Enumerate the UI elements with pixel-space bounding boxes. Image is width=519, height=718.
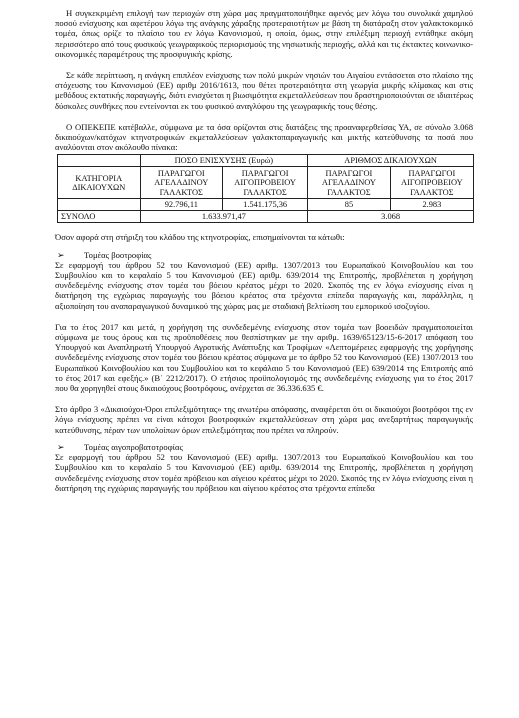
table-cell-empty: [58, 199, 141, 211]
paragraph-sheep-goat-support: Σε εφαρμογή του άρθρου 52 του Κανονισμού (ΕΕ) αριθμ. 1307/2013 του Ευρωπαϊκού Κοινοβουλίου και του Συμβουλίου και το κεφαλαίο 5 του Κανονισμού (ΕΕ) αριθμ. 639/2014 της Επιτροπής, προβλέπεται η χορήγηση συνδεδεμένης ενίσχυσης στον τομέα πρόβειου και αίγειου κρέατος μέχρι το 2020. Σκοπός της εν λόγω ενίσχυσης είναι η διατήρηση της εγχώριας παραγωγής του πρόβειου και αίγειου κρέατος στα τρέχοντα επίπεδα: [55, 452, 473, 493]
table-total-amount: 1.633.971,47: [140, 211, 308, 223]
paragraph-eligibility: Στο άρθρο 3 «Δικαιούχοι-Όροι επιλεξιμότητας» της ανωτέρω απόφασης, αναφέρεται ότι οι δικαιούχοι βοοτρόφοι της εν λόγω ενίσχυσης πρέπει να είναι κάτοχοι βοοτροφικών εκμεταλλεύσεων στη χώρα μας ανεξαρτήτως παραγωγικής κατεύθυνσης, πέραν των υπολοίπων όρων επιλεξιμότητας που πρέπει να πληρούν.: [55, 404, 473, 435]
table-cow-producers-header: ΠΑΡΑΓΩΓΟΙ ΑΓΕΛΑΔΙΝΟΥ ΓΑΛΑΚΤΟΣ: [140, 167, 223, 199]
table-category-header: ΚΑΤΗΓΟΡΙΑ ΔΙΚΑΙΟΥΧΩΝ: [58, 167, 141, 199]
arrow-bullet-icon: ➢: [57, 441, 65, 452]
paragraph-aegean-islands: Σε κάθε περίπτωση, η ανάγκη επιπλέον ενίσχυσης των πολύ μικρών νησιών του Αιγαίου εντάσσεται στο πλαίσιο της στόχευσης του Κανονισμού (ΕΕ) αριθμ 2016/1613, που θέτει προτεραιότητα στη γεωργία μικρής κλίμακας και στις μεθόδους εκτατικής παραγωγής, διότι ενισχύεται η βιωσιμότητα εκμεταλλεύσεων που δραστηριοποιούνται σε ιδιαιτέρως δύσκολες συνθήκες που εντείνονται εκ του φυσικού αναγλύφου της γεωγραφικής τους θέσης.: [55, 70, 473, 111]
table-cell-count-goat: 2.983: [390, 199, 473, 211]
arrow-bullet-icon: ➢: [57, 249, 65, 260]
table-cell-amount-goat: 1.541.175,36: [223, 199, 308, 211]
table-header-count: ΑΡΙΘΜΟΣ ΔΙΚΑΙΟΥΧΩΝ: [308, 155, 474, 167]
table-subheader-row: [58, 167, 474, 199]
subsidy-table: [57, 154, 474, 223]
paragraph-area-selection: Η συγκεκριμένη επιλογή των περιοχών στη χώρα μας πραγματοποιήθηκε αφενός μεν λόγω του συνολικά χαμηλού ποσού ενίσχυσης και αφετέρου λόγω της ανάγκης χάραξης προτεραιοτήτων με βάση τη διατάραξη στον γαλακτοκομικό τομέα, όπως ορίζε το πλαίσιο του εν λόγω Κανονισμού, η οποία, όμως, στην επιλέξιμη περιοχή εντάθηκε ακόμη περισσότερο από τους φυσικούς γεωγραφικούς περιορισμούς της νησιωτικής περιοχής, αλλά και τις έκτακτες κοινωνικο-οικονομικές παραμέτρους της προσφυγικής κρίσης.: [55, 8, 473, 59]
paragraph-beef-support: Σε εφαρμογή του άρθρου 52 του Κανονισμού (ΕΕ) αριθμ. 1307/2013 του Ευρωπαϊκού Κοινοβουλίου και του Συμβουλίου και το κεφαλαίο 5 του Κανονισμού (ΕΕ) αριθμ. 639/2014 της Επιτροπής, προβλέπεται η χορήγηση συνδεδεμένης ενίσχυσης στον τομέα του βόειου κρέατος μέχρι το 2020. Σκοπός της εν λόγω ενίσχυσης είναι η διατήρηση της εγχώριας παραγωγής του βόειου κρέατος στα τρέχοντα επίπεδα παραγωγής και, παράλληλα, η αξιοποίηση του αναπαραγωγικού δυναμικού της χώρας μας με σταδιακή βελτίωση του εμπορικού ισοζυγίου.: [55, 259, 473, 311]
table-total-count: 3.068: [308, 211, 474, 223]
table-header-amount: ΠΟΣΟ ΕΝΙΣΧΥΣΗΣ (Ευρώ): [140, 155, 308, 167]
bullet-sheep-goat-sector: [55, 442, 473, 452]
table-total-label: ΣΥΝΟΛΟ: [58, 211, 141, 223]
table-cell-amount-cow: 92.796,11: [140, 199, 223, 211]
table-empty-cell: [58, 155, 141, 167]
paragraph-beef-2017: Για το έτος 2017 και μετά, η χορήγηση της συνδεδεμένης ενίσχυσης στον τομέα των βοοειδών πραγματοποιείται σύμφωνα με τους όρους και τις προϋποθέσεις που θεσπίστηκαν με την αριθμ. 1639/65123/15-6-2017 απόφαση του Υπουργού και Αναπληρωτή Υπουργού Αγροτικής Ανάπτυξης και Τροφίμων «Λεπτομέρειες εφαρμογής της χορήγησης συνδεδεμένης ενίσχυσης στον τομέα του βόειου κρέατος σύμφωνα με το άρθρο 52 του Κανονισμού (ΕΕ) 1307/2013 του Ευρωπαϊκού Κοινοβουλίου και του Συμβουλίου και το κεφάλαιο 5 του Κανονισμού (ΕΕ) 639/2014 της Επιτροπής από το έτος 2017 και εφεξής.» (Β΄ 2212/2017). Ο ετήσιος προϋπολογισμός της συνδεδεμένης ενίσχυσης για το έτος 2017 που θα χορηγηθεί στους δικαιούχους βοοτρόφους, ανέρχεται σε 36.336.635 €.: [55, 321, 473, 394]
table-cow-producers-count-header: ΠΑΡΑΓΩΓΟΙ ΑΓΕΛΑΔΙΝΟΥ ΓΑΛΑΚΤΟΣ: [308, 167, 391, 199]
document-page: [55, 8, 473, 504]
bullet-cattle-title: Τομέας βοοτροφίας: [84, 249, 152, 260]
table-row: [58, 199, 474, 211]
table-cell-count-cow: 85: [308, 199, 391, 211]
bullet-cattle-sector: [55, 250, 473, 260]
table-total-row: [58, 211, 474, 223]
table-goat-producers-count-header: ΠΑΡΑΓΩΓΟΙ ΑΙΓΟΠΡΟΒΕΙΟΥ ΓΑΛΑΚΤΟΣ: [390, 167, 473, 199]
paragraph-livestock-intro: Όσον αφορά στη στήριξη του κλάδου της κτηνοτροφίας, επισημαίνονται τα κάτωθι:: [55, 232, 345, 243]
bullet-sheep-goat-title: Τομέας αιγοπροβατοτροφίας: [84, 441, 183, 452]
table-goat-producers-header: ΠΑΡΑΓΩΓΟΙ ΑΙΓΟΠΡΟΒΕΙΟΥ ΓΑΛΑΚΤΟΣ: [223, 167, 308, 199]
paragraph-opekepe-payments: Ο ΟΠΕΚΕΠΕ κατέβαλλε, σύμφωνα με τα όσα ορίζονται στις διατάξεις της προαναφερθείσας ΥΑ, σε σύνολο 3.068 δικαιούχων/κατόχων κτηνοτροφικών εκμεταλλεύσεων γαλακτοπαραγωγικής και μικτής κατεύθυνσης τα ποσά που αναλύονται στον ακόλουθο πίνακα:: [55, 121, 473, 153]
table-header-row: [58, 155, 474, 167]
